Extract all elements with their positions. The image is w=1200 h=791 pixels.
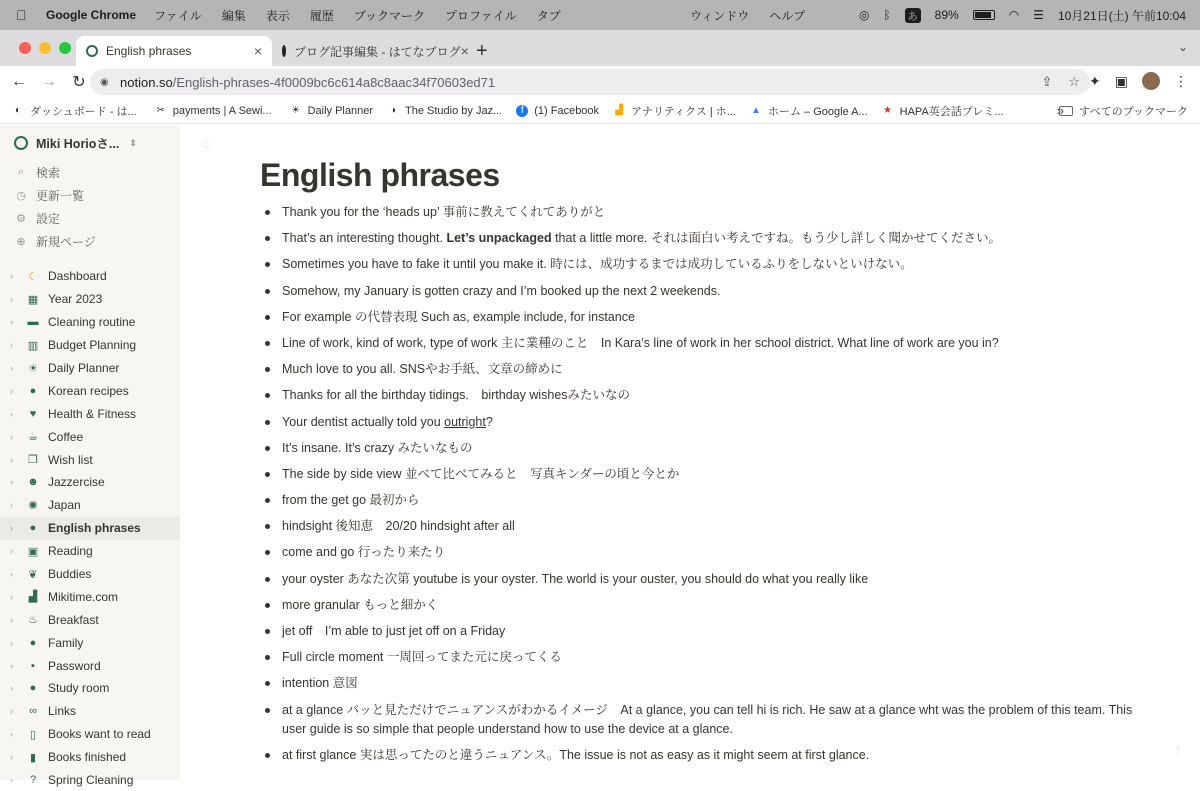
sidebar-action-3[interactable] xyxy=(0,230,180,253)
hapa-icon: ★ xyxy=(883,104,893,116)
list-item[interactable] xyxy=(260,203,1140,222)
sidebar-page-item[interactable] xyxy=(0,288,180,311)
sidebar-action-label: 更新一覧 xyxy=(36,189,85,203)
list-item-text: Line of work, kind of work, type of work 主に業種のこと In Kara’s line of work in her school district. What line of work are you in? xyxy=(282,335,999,350)
sun-icon: ☀ xyxy=(28,362,38,375)
sidebar-page-label: Links xyxy=(48,704,77,719)
list-item[interactable] xyxy=(260,413,1140,432)
share-icon[interactable]: ⇪ xyxy=(1041,74,1053,89)
sidebar-page-item[interactable] xyxy=(0,357,180,380)
menu-help[interactable]: ヘルプ xyxy=(769,8,806,23)
bookmark-star-icon[interactable]: ☆ xyxy=(1068,74,1080,89)
bookmark-item[interactable] xyxy=(750,103,868,119)
link-icon: ∞ xyxy=(29,705,37,718)
sparkle-icon: ✺ xyxy=(28,499,38,512)
list-item-text: at first glance 実は思ってたのと違うニュアンス。The issue is not as easy as it might seem at first glance. xyxy=(282,747,870,762)
workspace-name: Miki Horioさ... xyxy=(36,137,120,151)
wifi-icon[interactable]: ◠ xyxy=(1008,8,1020,22)
list-item-text: more granular もっと細かく xyxy=(282,597,439,612)
chevron-right-icon[interactable]: › xyxy=(10,569,13,580)
chevron-right-icon[interactable]: › xyxy=(10,523,13,534)
utensils-icon: ♨ xyxy=(28,614,38,627)
window-controls xyxy=(19,42,71,54)
lock-icon: ▪ xyxy=(31,659,35,672)
list-item[interactable] xyxy=(260,308,1140,327)
sidebar-action-0[interactable] xyxy=(0,161,180,184)
list-item[interactable] xyxy=(260,596,1140,615)
control-center-icon[interactable]: ☰ xyxy=(1033,8,1044,22)
bookmark-item[interactable] xyxy=(12,103,137,119)
sidebar-page-label: Breakfast xyxy=(48,612,99,627)
sidebar-page-item[interactable] xyxy=(0,265,180,288)
bluetooth-icon[interactable]: ᛒ xyxy=(883,8,891,22)
sidebar-page-item[interactable] xyxy=(0,631,180,654)
sidebar-page-label: Jazzercise xyxy=(48,475,105,490)
list-item[interactable] xyxy=(260,701,1140,739)
list-item-text: For example の代替表現 Such as, example include, for instance xyxy=(282,309,635,324)
sidebar-page-label: Korean recipes xyxy=(48,383,129,398)
bookmark-label: Daily Planner xyxy=(307,104,374,117)
list-item[interactable] xyxy=(260,622,1140,641)
menu-file[interactable]: ファイル xyxy=(154,8,202,23)
reload-icon[interactable]: ↻ xyxy=(72,74,86,91)
chevron-right-icon[interactable]: › xyxy=(10,363,13,373)
list-item[interactable] xyxy=(260,674,1140,693)
bookmark-label: ダッシュボード - は... xyxy=(30,105,137,118)
list-item[interactable] xyxy=(260,255,1140,274)
list-item-text: that a little more. それは面白い考えですね。もう少し詳しく聞かせてください。 xyxy=(551,231,1001,246)
bookmark-label: アナリティクス | ホ... xyxy=(631,105,736,118)
chevron-right-icon[interactable]: › xyxy=(10,660,13,671)
site-info-icon[interactable]: ◉ xyxy=(100,76,109,88)
chart-icon: ▟ xyxy=(28,591,38,604)
sidebar-page-item[interactable] xyxy=(0,334,180,357)
sidebar-page-label: Family xyxy=(48,635,84,650)
list-item-text: Sometimes you have to fake it until you make it. 時には、成功するまでは成功しているふりをしないといけない。 xyxy=(282,257,913,272)
menu-profiles[interactable]: プロファイル xyxy=(445,8,517,23)
sidebar-action-1[interactable] xyxy=(0,184,180,207)
sidebar-page-label: Mikitime.com xyxy=(48,589,119,604)
list-item-text: That’s an interesting thought. xyxy=(282,231,447,246)
chevron-right-icon[interactable]: › xyxy=(10,454,13,465)
list-item[interactable] xyxy=(260,386,1140,405)
folder-icon xyxy=(1059,106,1073,116)
sidebar-page-label: Cleaning routine xyxy=(48,315,136,330)
list-item-text: Full circle moment 一周回ってまた元に戻ってくる xyxy=(282,650,562,665)
list-item[interactable] xyxy=(260,570,1140,589)
url-path: /English-phrases-4f0009bc6c614a8c8aac34f70603ed71 xyxy=(172,74,496,90)
clock-icon: ◷ xyxy=(16,190,26,202)
profile-avatar[interactable] xyxy=(1142,72,1160,90)
studio-icon: ◑ xyxy=(389,104,397,116)
sidebar-page-label: Spring Cleaning xyxy=(48,773,134,788)
sidebar-page-label: Books want to read xyxy=(48,727,151,742)
menu-bookmarks[interactable]: ブックマーク xyxy=(353,8,425,23)
chevron-updown-icon: ⇕ xyxy=(129,137,137,148)
list-item[interactable] xyxy=(260,517,1140,536)
tab-title: ブログ記事編集 - はてなブログ xyxy=(294,44,461,59)
sidebar-action-label: 設定 xyxy=(36,212,61,226)
coffee-icon: ☕ xyxy=(28,431,38,444)
chevron-right-icon[interactable]: › xyxy=(10,729,13,740)
tab-english-phrases[interactable] xyxy=(76,36,272,66)
clock-datetime[interactable]: 10月21日(土) 午前10:04 xyxy=(1057,8,1186,23)
browser-toolbar xyxy=(0,66,1200,98)
sidebar-action-2[interactable] xyxy=(0,207,180,230)
plus-circle-icon: ⊕ xyxy=(16,236,26,248)
apple-icon: ● xyxy=(29,682,37,695)
sidebar-page-item[interactable] xyxy=(0,585,180,608)
heartbeat-icon: ♥ xyxy=(29,407,37,420)
macos-menu-bar xyxy=(0,0,1200,30)
chevron-right-icon[interactable]: › xyxy=(10,431,13,442)
list-item-text: Much love to you all. SNSやお手紙、文章の締めに xyxy=(282,362,563,377)
list-item[interactable] xyxy=(260,648,1140,667)
notion-page-content xyxy=(180,125,1200,780)
list-item[interactable] xyxy=(260,746,1140,765)
list-item-text: at a glance パッと見ただけでニュアンスがわかるイメージ At a glance, you can tell hi is rich. He saw at a glance wht was the problem of this team. This user guide is so simple that people understand how to use the device at a glance. xyxy=(282,702,1133,736)
sidebar-page-label: Password xyxy=(48,658,101,673)
hatena-favicon-icon xyxy=(282,45,286,57)
more-bookmarks-chevron-icon[interactable]: » xyxy=(1056,103,1064,118)
chevron-right-icon[interactable]: › xyxy=(10,385,13,396)
chevron-right-icon[interactable]: › xyxy=(10,294,13,305)
minimize-window-button[interactable] xyxy=(39,42,51,54)
close-tab-icon[interactable]: × xyxy=(460,43,469,59)
chevron-right-icon[interactable]: › xyxy=(10,317,13,328)
moon-icon: ☾ xyxy=(28,270,38,283)
apple-icon: ● xyxy=(29,384,37,397)
list-item[interactable] xyxy=(260,465,1140,484)
sidebar-page-label: Dashboard xyxy=(48,269,107,284)
all-bookmarks-folder[interactable] xyxy=(1056,103,1188,119)
list-item-text: your oyster あなた次第 youtube is your oyster. The world is your ouster, you should do what you really like xyxy=(282,571,869,586)
sidebar-page-label: English phrases xyxy=(48,521,141,536)
question-icon: ? xyxy=(29,774,37,787)
sidebar-page-item[interactable] xyxy=(0,402,180,425)
sidebar-page-label: Japan xyxy=(48,498,81,513)
page-hover-controls-icon[interactable]: ☺ xyxy=(200,137,213,151)
sidebar-page-label: Health & Fitness xyxy=(48,406,137,421)
list-item[interactable] xyxy=(260,282,1140,301)
forward-arrow-icon[interactable]: → xyxy=(41,73,57,90)
sidebar-page-item[interactable] xyxy=(0,540,180,563)
list-item[interactable] xyxy=(260,334,1140,353)
chevron-right-icon[interactable]: › xyxy=(10,477,13,488)
gear-icon: ⚙ xyxy=(16,213,26,225)
list-item-text: Thank you for the ‘heads up’ 事前に教えてくれてありがと xyxy=(282,205,606,219)
sidebar-page-label: Study room xyxy=(48,681,110,696)
sidebar-page-label: Year 2023 xyxy=(48,292,103,307)
list-item-text: from the get go 最初から xyxy=(282,493,420,508)
chevron-right-icon[interactable]: › xyxy=(10,752,13,763)
sidebar-page-label: Books finished xyxy=(48,750,127,765)
menu-history[interactable]: 履歴 xyxy=(309,8,334,23)
battery-icon[interactable] xyxy=(973,10,995,20)
chevron-right-icon[interactable]: › xyxy=(10,271,13,282)
fullscreen-window-button[interactable] xyxy=(59,42,71,54)
list-item[interactable] xyxy=(260,229,1140,248)
sidebar-page-item[interactable] xyxy=(0,608,180,631)
all-bookmarks-label: すべてのブックマーク xyxy=(1078,105,1188,118)
sidebar-page-label: Budget Planning xyxy=(48,338,137,353)
tab-strip xyxy=(0,30,1200,66)
bookmark-item[interactable] xyxy=(882,103,1004,119)
list-item[interactable] xyxy=(260,360,1140,379)
workspace-switcher[interactable] xyxy=(0,125,180,161)
list-item-text: Thanks for all the birthday tidings. birthday wishesみたいなの xyxy=(282,388,631,403)
sidebar-page-item[interactable] xyxy=(0,746,180,769)
bookmark-item[interactable] xyxy=(387,105,502,117)
hatena-icon: ◐ xyxy=(14,104,22,116)
page-title[interactable]: English phrases xyxy=(260,157,500,193)
bookmark-label: ホーム – Google A... xyxy=(767,105,868,118)
back-arrow-icon[interactable]: ← xyxy=(11,73,27,90)
menu-edit[interactable]: 編集 xyxy=(221,8,246,23)
list-item-text: intention 意図 xyxy=(282,676,358,691)
sidebar-page-item[interactable] xyxy=(0,448,180,471)
workspace-avatar-icon xyxy=(14,136,28,150)
sidebar-page-item[interactable] xyxy=(0,723,180,746)
bookmark-item[interactable] xyxy=(155,105,272,117)
list-item-text: Somehow, my January is gotten crazy and I’m booked up the next 2 weekends. xyxy=(282,283,721,298)
address-bar[interactable] xyxy=(90,69,1090,95)
bookmark-label: HAPA英会話プレミ... xyxy=(899,105,1004,118)
bookmark-item[interactable] xyxy=(290,105,373,117)
list-item-text: jet off I’m able to just jet off on a Friday xyxy=(282,624,506,638)
tab-hatena-blog[interactable] xyxy=(272,36,468,66)
sidebar-page-item[interactable] xyxy=(0,677,180,700)
chevron-right-icon[interactable]: › xyxy=(10,591,13,602)
list-item[interactable] xyxy=(260,543,1140,562)
chevron-right-icon[interactable]: › xyxy=(10,500,13,511)
list-item[interactable] xyxy=(260,491,1140,510)
sidebar-action-label: 検索 xyxy=(36,166,61,180)
chevron-right-icon[interactable]: › xyxy=(10,706,13,717)
sidebar-page-item[interactable] xyxy=(0,311,180,334)
google-ads-icon: ▲ xyxy=(751,104,761,116)
list-item-text: The side by side view 並べて比べてみると 写真キンダーの頃と今とか xyxy=(282,466,680,481)
list-item[interactable] xyxy=(260,439,1140,458)
sidebar-page-label: Wish list xyxy=(48,452,93,467)
notion-sidebar xyxy=(0,125,180,788)
apple-icon: ● xyxy=(29,636,37,649)
close-tab-icon[interactable]: × xyxy=(253,43,262,59)
sidebar-page-label: Reading xyxy=(48,544,93,559)
sidebar-page-label: Buddies xyxy=(48,567,92,582)
input-method-indicator[interactable]: あ xyxy=(905,8,921,23)
list-item-text: hindsight 後知恵 20/20 hindsight after all xyxy=(282,519,515,534)
sidebar-page-item[interactable] xyxy=(0,700,180,723)
brain-icon: ❦ xyxy=(28,568,38,581)
list-item-text: It’s insane. It’s crazy みたいなもの xyxy=(282,440,473,455)
extensions-puzzle-icon[interactable]: ✦ xyxy=(1089,72,1101,89)
bookmark-item[interactable] xyxy=(613,103,736,119)
chevron-right-icon[interactable]: › xyxy=(10,408,13,419)
list-item-text: come and go 行ったり来たり xyxy=(282,545,446,560)
facebook-icon: f xyxy=(516,105,528,117)
chevron-right-icon[interactable]: › xyxy=(10,683,13,694)
sidebar-page-label: Daily Planner xyxy=(48,361,120,375)
bookmark-icon: ▯ xyxy=(29,728,37,741)
smiley-icon: ☻ xyxy=(27,476,39,489)
scroll-up-arrow-icon[interactable]: ↑ xyxy=(1174,742,1182,759)
sewing-icon: ✂ xyxy=(156,104,165,116)
menu-window[interactable]: ウィンドウ xyxy=(690,8,750,23)
book-icon: ▣ xyxy=(27,545,39,558)
apple-logo-icon[interactable] xyxy=(16,7,34,23)
sidebar-page-item[interactable] xyxy=(0,769,180,791)
alert-icon: ● xyxy=(29,522,37,535)
chevron-right-icon[interactable]: › xyxy=(10,775,13,786)
airdrop-icon[interactable]: ◎ xyxy=(858,8,870,22)
sidebar-action-label: 新規ページ xyxy=(36,235,96,249)
sidebar-page-item[interactable] xyxy=(0,563,180,586)
chevron-right-icon[interactable]: › xyxy=(10,614,13,625)
analytics-icon: ▟ xyxy=(615,104,623,116)
bookmark-label: payments | A Sewi... xyxy=(172,104,272,117)
chevron-right-icon[interactable]: › xyxy=(10,637,13,648)
list-item-text: ? xyxy=(485,414,493,429)
bookmark-item[interactable] xyxy=(516,105,599,117)
chevron-right-icon[interactable]: › xyxy=(10,340,13,351)
new-tab-icon[interactable]: + xyxy=(476,40,488,62)
bookmarks-bar xyxy=(0,98,1200,124)
search-icon: ⌕ xyxy=(17,166,25,178)
barcode-icon: ▥ xyxy=(27,339,39,352)
list-item-text: outright xyxy=(444,414,486,429)
sidebar-page-item[interactable] xyxy=(0,494,180,517)
sidebar-page-item[interactable] xyxy=(0,471,180,494)
sidebar-page-item[interactable] xyxy=(0,425,180,448)
side-panel-icon[interactable]: ▣ xyxy=(1114,72,1128,89)
bookmark-label: (1) Facebook xyxy=(534,104,600,117)
bookmark-icon: ❐ xyxy=(28,454,38,467)
menu-tab[interactable]: タブ xyxy=(536,8,561,23)
tab-title: English phrases xyxy=(106,44,192,58)
sidebar-page-item[interactable] xyxy=(0,654,180,677)
url-host: notion.so xyxy=(120,74,173,90)
sun-icon: ☀ xyxy=(291,104,301,116)
sidebar-page-label: Coffee xyxy=(48,429,84,444)
bookmark-icon: ▮ xyxy=(29,751,37,764)
chevron-right-icon[interactable]: › xyxy=(10,546,13,557)
bulleted-list xyxy=(260,203,1140,772)
battery-percent: 89% xyxy=(934,8,959,22)
tab-search-chevron-icon[interactable]: ⌄ xyxy=(1177,40,1188,54)
menu-view[interactable]: 表示 xyxy=(265,8,290,23)
more-menu-icon[interactable]: ⋮ xyxy=(1174,72,1188,89)
grid-icon: ▦ xyxy=(27,293,39,306)
app-name-menu[interactable]: Google Chrome xyxy=(46,8,137,22)
sidebar-page-item[interactable] xyxy=(0,517,180,540)
list-item-text: Your dentist actually told you xyxy=(282,414,445,429)
bookmark-label: The Studio by Jaz... xyxy=(405,104,503,117)
sofa-icon: ▬ xyxy=(27,316,39,329)
close-window-button[interactable] xyxy=(19,42,31,54)
list-item-text: Let’s unpackaged xyxy=(446,231,552,246)
sidebar-page-item[interactable] xyxy=(0,379,180,402)
notion-favicon-icon xyxy=(86,45,98,57)
